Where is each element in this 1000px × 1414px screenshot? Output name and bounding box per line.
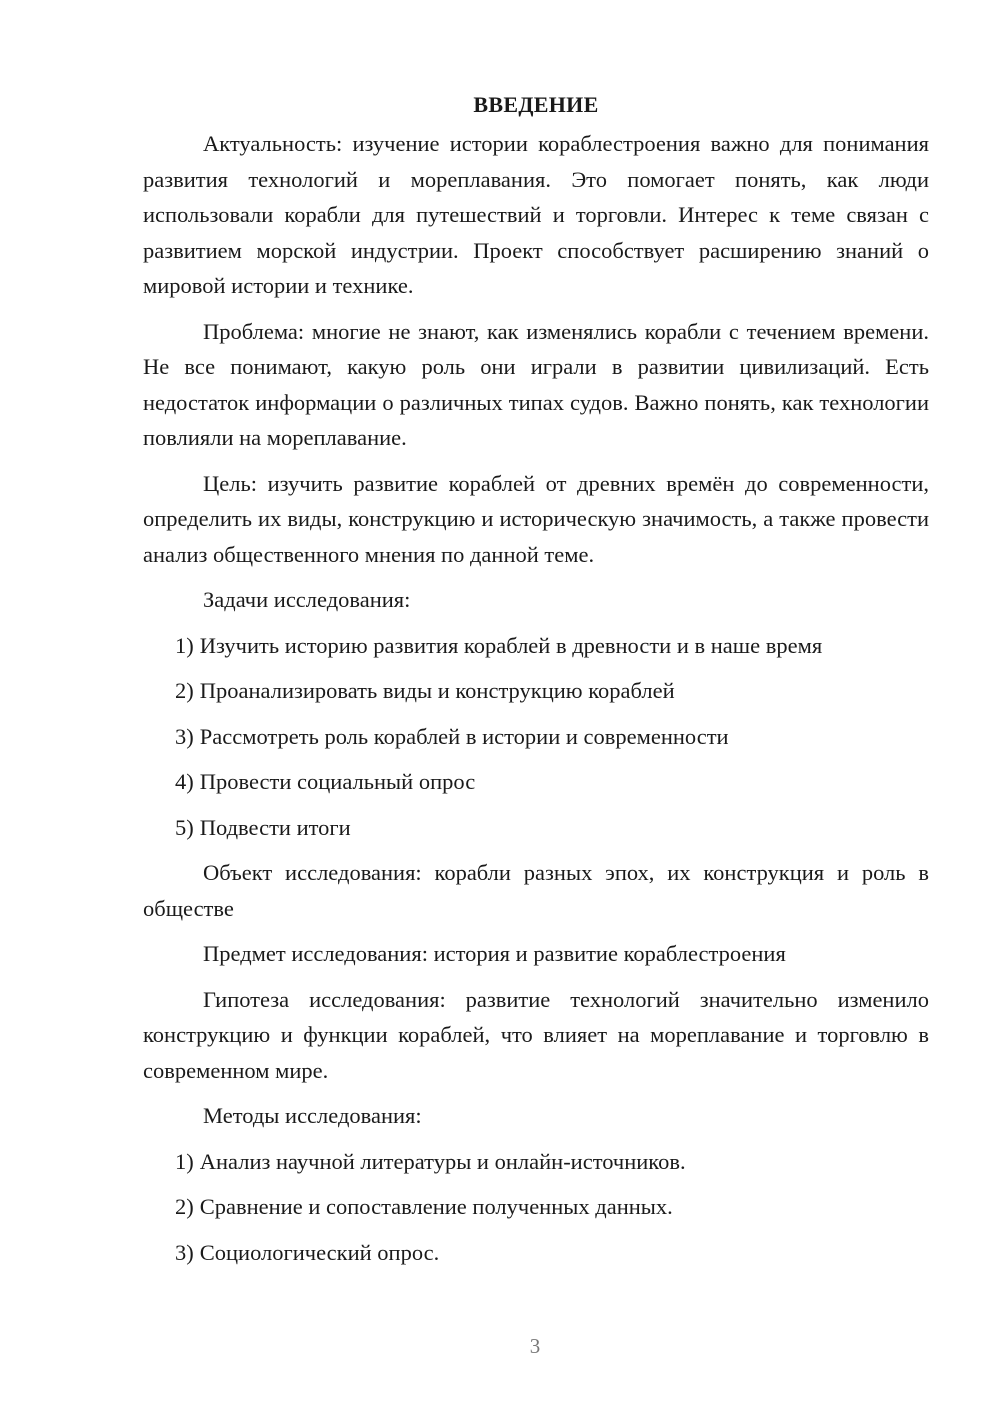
page-number: 3 xyxy=(529,1334,541,1358)
tasks-heading: Задачи исследования: xyxy=(203,587,411,612)
list-item-number: 2) xyxy=(175,678,194,703)
list-item-text: Провести социальный опрос xyxy=(199,769,476,794)
goal-paragraph: Цель: изучить развитие кораблей от древних времён до современности, определить их виды, конструкцию и историческую значимость, а также провести анализ общественного мнения по данной теме. xyxy=(143,470,929,567)
list-item-number: 4) xyxy=(175,769,194,794)
methods-heading: Методы исследования: xyxy=(203,1103,422,1128)
list-item xyxy=(143,1189,929,1225)
list-item-number: 1) xyxy=(175,1148,194,1174)
section-title: ВВЕДЕНИЕ xyxy=(473,92,599,117)
list-item xyxy=(143,810,929,846)
subject-paragraph: Предмет исследования: история и развитие кораблестроения xyxy=(203,941,786,966)
list-item-text: Социологический опрос. xyxy=(199,1239,440,1265)
list-item-text: Анализ научной литературы и онлайн-источников. xyxy=(199,1148,686,1174)
list-item xyxy=(143,764,929,800)
list-item-text: Рассмотреть роль кораблей в истории и современности xyxy=(199,723,729,749)
list-item xyxy=(143,1235,929,1271)
list-item xyxy=(143,628,929,664)
list-item-number: 3) xyxy=(175,723,194,749)
object-paragraph: Объект исследования: корабли разных эпох, их конструкция и роль в обществе xyxy=(143,860,929,921)
hypothesis-paragraph: Гипотеза исследования: развитие технологий значительно изменило конструкцию и функции кораблей, что влияет на мореплавание и торговлю в современном мире. xyxy=(143,986,929,1083)
list-item xyxy=(143,1144,929,1180)
list-item-number: 3) xyxy=(175,1239,194,1265)
document-page xyxy=(143,88,929,1280)
list-item xyxy=(143,719,929,755)
list-item-text: Сравнение и сопоставление полученных данных. xyxy=(199,1194,673,1219)
list-item-text: Изучить историю развития кораблей в древности и в наше время xyxy=(199,632,823,658)
list-item-text: Проанализировать виды и конструкцию кораблей xyxy=(199,678,675,703)
list-item-number: 2) xyxy=(175,1194,194,1219)
list-item-text: Подвести итоги xyxy=(199,814,351,840)
relevance-paragraph: Актуальность: изучение истории кораблестроения важно для понимания развития технологий и мореплавания. Это помогает понять, как люди использовали корабли для путешествий и торговли. Интерес к теме связан с развитием морской индустрии. Проект способствует расширению знаний о мировой истории и технике. xyxy=(143,131,929,298)
list-item-number: 1) xyxy=(175,632,194,658)
problem-paragraph: Проблема: многие не знают, как изменялись корабли с течением времени. Не все понимают, какую роль они играли в развитии цивилизаций. Есть недостаток информации о различных типах судов. Важно понять, как технологии повлияли на мореплавание. xyxy=(143,318,929,450)
list-item xyxy=(143,673,929,709)
list-item-number: 5) xyxy=(175,814,194,840)
